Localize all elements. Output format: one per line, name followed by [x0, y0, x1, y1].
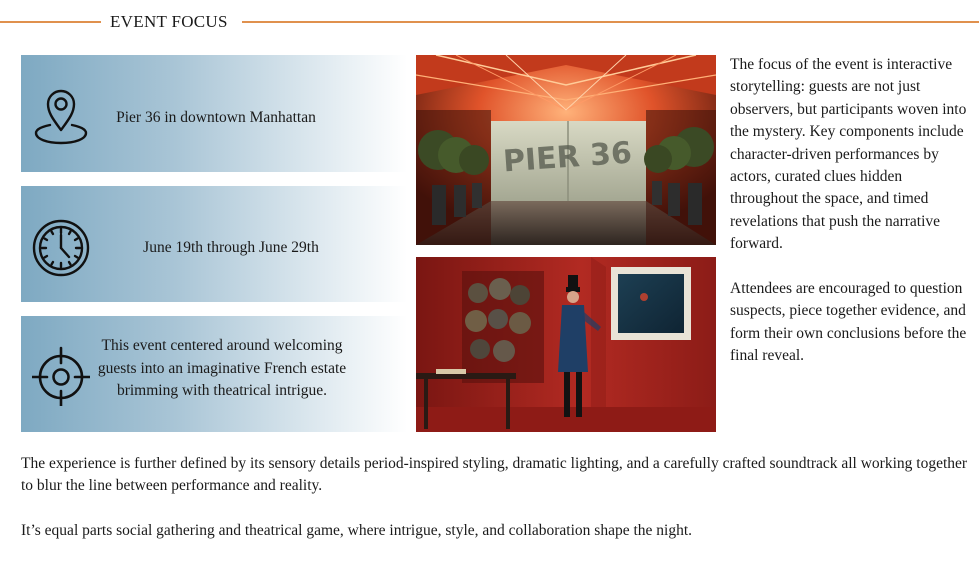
section-title: EVENT FOCUS [110, 12, 228, 31]
header-rule-right [242, 21, 979, 23]
storytelling-paragraph: The focus of the event is interactive storytelling: guests are not just observers, but participants woven into the mystery. Key components include character-driven performances by actors, curated clues hidden throughout the space, and timed revelations that push the narrative forward. [730, 56, 967, 253]
clock-icon [32, 217, 90, 279]
storytelling-description [730, 54, 970, 390]
attendee-paragraph: Attendees are encouraged to question suspects, piece together evidence, and form their own conclusions before the final reveal. [730, 280, 967, 365]
location-pin-icon [32, 84, 90, 146]
experience-description [21, 453, 971, 565]
summary-paragraph: It’s equal parts social gathering and theatrical game, where intrigue, style, and collaboration shape the night. [21, 522, 693, 540]
pier-sign-text: PIER 36 [501, 135, 634, 180]
location-text: Pier 36 in downtown Manhattan [116, 109, 316, 126]
header-rule-left [0, 21, 101, 23]
theme-text: This event centered around welcoming guests into an imaginative French estate brimming with theatrical intrigue. [97, 337, 347, 399]
pier-entrance-photo [416, 55, 716, 245]
red-room-actor-photo [416, 257, 716, 432]
dates-card [21, 186, 407, 302]
dates-text: June 19th through June 29th [143, 239, 319, 256]
theme-card [21, 316, 407, 432]
crosshair-target-icon [32, 344, 90, 406]
sensory-paragraph: The experience is further defined by its sensory details period-inspired styling, dramatic lighting, and a carefully crafted soundtrack all working together to blur the line between performance and reality. [21, 455, 968, 495]
location-card [21, 55, 407, 172]
